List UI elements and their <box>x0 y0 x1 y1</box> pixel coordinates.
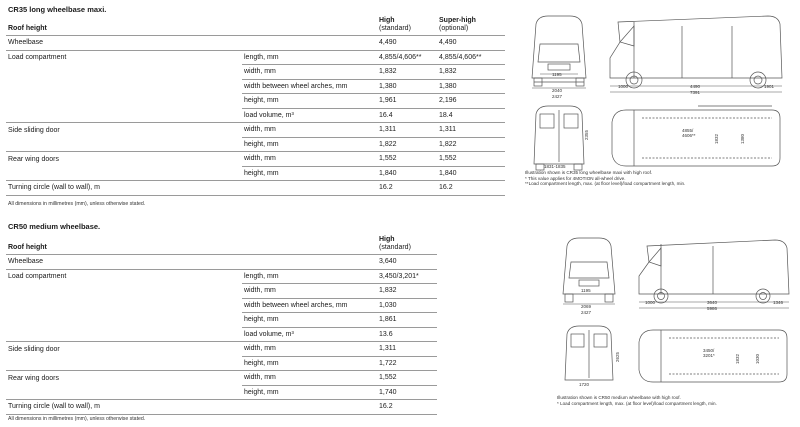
dim-label: 3640 <box>707 300 718 305</box>
section-title-cr35: CR35 long wheelbase maxi. <box>8 5 107 14</box>
col-superhigh-header: Super-high (optional) <box>439 17 476 32</box>
dim-label: 1030 <box>755 353 760 364</box>
dim-label: 1831-1835 <box>544 164 566 169</box>
dim-label: 1000 <box>618 84 629 89</box>
dim-label: 2040 <box>552 88 563 93</box>
dim-label: 3450/ <box>703 348 715 353</box>
col-high-header: High (standard) <box>379 236 411 251</box>
dim-label: 4855/ <box>682 128 694 133</box>
side-view-drawing <box>610 16 782 88</box>
roof-height-label: Roof height <box>8 25 47 32</box>
top-view-drawing <box>612 106 780 166</box>
dim-label: 2427 <box>581 310 592 315</box>
table-row: load volume, m³ 16.4 18.4 <box>6 108 505 123</box>
dim-label: 3201* <box>703 353 715 358</box>
rear-view-drawing <box>534 106 584 170</box>
dim-label: 7391 <box>690 90 701 95</box>
table-row: height, mm 1,961 2,196 <box>6 94 505 109</box>
table-row: Rear wing doors width, mm 1,552 1,552 <box>6 152 505 167</box>
rear-view-drawing <box>565 326 613 380</box>
dim-label: 1346 <box>773 300 784 305</box>
dim-label: 1000 <box>645 300 656 305</box>
table-row: Turning circle (wall to wall), m 16.2 <box>6 400 437 415</box>
dim-label: 5986 <box>707 306 718 311</box>
dim-label: 1720 <box>579 382 590 387</box>
roof-height-label: Roof height <box>8 244 47 251</box>
table-row: height, mm 1,740 <box>6 385 437 400</box>
van-drawing-cr50 <box>553 232 797 392</box>
table-row: width, mm 1,832 <box>6 284 437 299</box>
table-row: Side sliding door width, mm 1,311 1,311 <box>6 123 505 138</box>
spec-table-cr50 <box>6 236 437 415</box>
table-row: Wheelbase 4,490 4,490 <box>6 36 505 51</box>
dim-label: 2069 <box>581 304 592 309</box>
dim-label: 4606** <box>682 133 696 138</box>
table-row: height, mm 1,861 <box>6 313 437 328</box>
dim-label: 2427 <box>552 94 563 99</box>
dim-label: 2355 <box>584 129 589 140</box>
dim-label: 1832 <box>735 353 740 364</box>
table-row: Rear wing doors width, mm 1,552 <box>6 371 437 386</box>
table-row: Wheelbase 3,640 <box>6 255 437 270</box>
table-header <box>6 236 437 255</box>
table-header <box>6 17 505 36</box>
illustration-caption: Illustration shown is CR35 long wheelbase maxi with high roof. * This value applies for 4MOTION all-wheel drive. **Load compartment length, max. (at floor level)/load compartment length, min. <box>525 170 686 187</box>
dim-label: 1832 <box>714 133 719 144</box>
table-row: load volume, m³ 13.6 <box>6 327 437 342</box>
side-view-drawing <box>639 240 789 303</box>
dim-label: 1901 <box>764 84 775 89</box>
table-row: Side sliding door width, mm 1,311 <box>6 342 437 357</box>
dim-label: 1195 <box>552 72 562 77</box>
table-row: height, mm 1,722 <box>6 356 437 371</box>
dim-label: 4490 <box>690 84 701 89</box>
dim-label: 1195 <box>581 288 591 293</box>
col-high-header: High (standard) <box>379 17 411 32</box>
table-row: width between wheel arches, mm 1,030 <box>6 298 437 313</box>
illustration-caption: Illustration shown is CR50 medium wheelbase with high roof. * Load compartment length, max. (at floor level)/load compartment length, min. <box>557 395 717 406</box>
section-title-cr50: CR50 medium wheelbase. <box>8 222 101 231</box>
table-row: width, mm 1,832 1,832 <box>6 65 505 80</box>
table-row: width between wheel arches, mm 1,380 1,380 <box>6 79 505 94</box>
footnote-units: All dimensions in millimetres (mm), unless otherwise stated. <box>8 201 146 207</box>
table-row: Turning circle (wall to wall), m 16.2 16.2 <box>6 181 505 196</box>
table-row: Load compartment length, mm 4,855/4,606** 4,855/4,606** <box>6 50 505 65</box>
table-row: height, mm 1,822 1,822 <box>6 137 505 152</box>
spec-table-cr35 <box>6 17 505 196</box>
table-row: Load compartment length, mm 3,450/3,201* <box>6 269 437 284</box>
table-row: height, mm 1,840 1,840 <box>6 166 505 181</box>
dim-label: 1380 <box>740 133 745 144</box>
van-drawing-cr35 <box>522 6 797 196</box>
footnote-units: All dimensions in millimetres (mm), unless otherwise stated. <box>8 416 146 422</box>
dim-label: 2625 <box>615 351 620 362</box>
